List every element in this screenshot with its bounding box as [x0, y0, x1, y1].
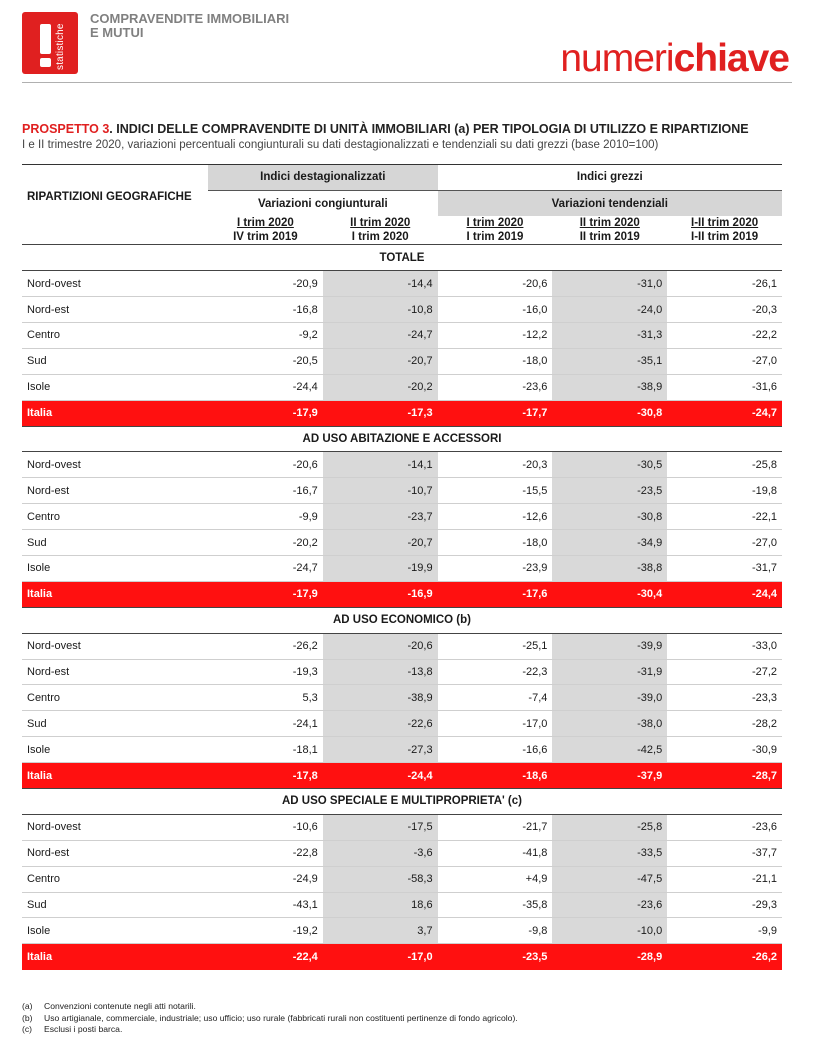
value-cell: 5,3 [208, 685, 323, 711]
value-cell: -24,0 [552, 297, 667, 323]
value-cell: -33,0 [667, 633, 782, 659]
region-name: Centro [22, 504, 208, 530]
region-name: Italia [22, 944, 208, 970]
value-cell: -30,5 [552, 452, 667, 478]
value-cell: -17,8 [208, 763, 323, 789]
value-cell: -20,7 [323, 348, 438, 374]
sub-header-congiunturali: Variazioni congiunturali [208, 190, 438, 216]
period-line2: IV trim 2019 [233, 231, 298, 244]
total-row [22, 763, 782, 789]
value-cell: -16,8 [208, 297, 323, 323]
value-cell: -26,1 [667, 271, 782, 297]
region-name: Nord-est [22, 659, 208, 685]
value-cell: -27,2 [667, 659, 782, 685]
table-row [22, 271, 782, 297]
value-cell: -9,2 [208, 322, 323, 348]
title-prefix: PROSPETTO 3 [22, 122, 110, 136]
logo-brand-text: statistiche [55, 23, 66, 70]
row-header-label: RIPARTIZIONI GEOGRAFICHE [22, 165, 208, 217]
region-name: Centro [22, 322, 208, 348]
value-cell: -21,1 [667, 866, 782, 892]
section-title: TOTALE [22, 245, 782, 271]
brand-right: chiave [673, 37, 789, 80]
value-cell: -34,9 [552, 530, 667, 556]
section-title-line1: COMPRAVENDITE IMMOBILIARI [90, 11, 290, 26]
value-cell: -19,8 [667, 478, 782, 504]
value-cell: -37,9 [552, 763, 667, 789]
region-name: Nord-ovest [22, 633, 208, 659]
numerichiave-brand [560, 38, 789, 80]
period-line2: I trim 2020 [351, 231, 409, 244]
value-cell: -20,7 [323, 530, 438, 556]
section-title: AD USO ECONOMICO (b) [22, 607, 782, 633]
value-cell: +4,9 [438, 866, 553, 892]
value-cell: -3,6 [323, 840, 438, 866]
period-header [208, 216, 323, 245]
table-row [22, 918, 782, 944]
value-cell: -23,9 [438, 555, 553, 581]
value-cell: -20,3 [438, 452, 553, 478]
period-line1: II trim 2020 [350, 217, 411, 230]
value-cell: -22,6 [323, 711, 438, 737]
value-cell: -31,3 [552, 322, 667, 348]
period-line1: I trim 2020 [236, 217, 294, 230]
value-cell: -21,7 [438, 814, 553, 840]
region-name: Nord-est [22, 478, 208, 504]
value-cell: -22,4 [208, 944, 323, 970]
value-cell: -30,8 [552, 504, 667, 530]
value-cell: -33,5 [552, 840, 667, 866]
period-header [323, 216, 438, 245]
footnote-tag: (b) [22, 1012, 33, 1023]
value-cell: -38,9 [323, 685, 438, 711]
value-cell: -17,6 [438, 581, 553, 607]
header-divider [22, 82, 792, 83]
value-cell: -27,0 [667, 530, 782, 556]
empty-header-cell [22, 216, 208, 245]
region-name: Nord-ovest [22, 452, 208, 478]
section-header-row [22, 788, 782, 814]
value-cell: -20,6 [323, 633, 438, 659]
value-cell: -24,1 [208, 711, 323, 737]
value-cell: -31,6 [667, 374, 782, 400]
region-name: Isole [22, 555, 208, 581]
value-cell: -17,7 [438, 400, 553, 426]
value-cell: -17,3 [323, 400, 438, 426]
footnote [22, 1024, 518, 1036]
region-name: Sud [22, 711, 208, 737]
value-cell: -27,0 [667, 348, 782, 374]
value-cell: -23,6 [438, 374, 553, 400]
section-title-line2: E MUTUI [90, 25, 144, 40]
sub-header-tendenziali: Variazioni tendenziali [438, 190, 782, 216]
value-cell: -25,8 [552, 814, 667, 840]
value-cell: -39,9 [552, 633, 667, 659]
region-name: Nord-ovest [22, 271, 208, 297]
region-name: Nord-ovest [22, 814, 208, 840]
section-header-row [22, 426, 782, 452]
total-row [22, 400, 782, 426]
value-cell: -35,8 [438, 892, 553, 918]
region-name: Centro [22, 866, 208, 892]
value-cell: -30,8 [552, 400, 667, 426]
footnote-tag: (a) [22, 1001, 33, 1011]
period-header [438, 216, 553, 245]
table-row [22, 866, 782, 892]
value-cell: -35,1 [552, 348, 667, 374]
value-cell: -23,5 [438, 944, 553, 970]
value-cell: -43,1 [208, 892, 323, 918]
region-name: Sud [22, 530, 208, 556]
value-cell: -22,3 [438, 659, 553, 685]
value-cell: -20,6 [438, 271, 553, 297]
table-row [22, 530, 782, 556]
period-line1: I-II trim 2020 [691, 217, 759, 230]
table-row [22, 892, 782, 918]
value-cell: -58,3 [323, 866, 438, 892]
region-name: Isole [22, 374, 208, 400]
value-cell: -18,0 [438, 530, 553, 556]
group-header-grezzi: Indici grezzi [438, 165, 782, 191]
value-cell: -16,6 [438, 737, 553, 763]
value-cell: -15,5 [438, 478, 553, 504]
region-name: Sud [22, 348, 208, 374]
footnote-text: Uso artigianale, commerciale, industriale; uso ufficio; uso rurale (fabbricati rurali non costituenti pertinenze di fondo agricolo). [44, 1012, 518, 1023]
table-row [22, 711, 782, 737]
value-cell: -28,9 [552, 944, 667, 970]
value-cell: -31,0 [552, 271, 667, 297]
exclamation-dot [40, 58, 51, 67]
section-title: AD USO SPECIALE E MULTIPROPRIETA' (c) [22, 788, 782, 814]
value-cell: -42,5 [552, 737, 667, 763]
value-cell: -17,0 [323, 944, 438, 970]
header-row-groups [22, 165, 782, 191]
value-cell: -24,7 [323, 322, 438, 348]
value-cell: -18,0 [438, 348, 553, 374]
period-line2: II trim 2019 [579, 231, 640, 244]
value-cell: -20,3 [667, 297, 782, 323]
table-row [22, 555, 782, 581]
value-cell: -9,9 [208, 504, 323, 530]
value-cell: -20,2 [208, 530, 323, 556]
value-cell: 3,7 [323, 918, 438, 944]
value-cell: -27,3 [323, 737, 438, 763]
header-row-periods [22, 216, 782, 245]
value-cell: -24,4 [323, 763, 438, 789]
table-row [22, 633, 782, 659]
total-row [22, 944, 782, 970]
value-cell: -24,7 [667, 400, 782, 426]
region-name: Nord-est [22, 840, 208, 866]
value-cell: -10,0 [552, 918, 667, 944]
region-name: Isole [22, 918, 208, 944]
footnote-tag: (c) [22, 1024, 33, 1034]
value-cell: -23,5 [552, 478, 667, 504]
period-header [667, 216, 782, 245]
value-cell: -31,7 [667, 555, 782, 581]
footnote [22, 1013, 518, 1025]
section-header-row [22, 607, 782, 633]
value-cell: -9,9 [667, 918, 782, 944]
region-name: Italia [22, 763, 208, 789]
title-text: . INDICI DELLE COMPRAVENDITE DI UNITÀ IMMOBILIARI (a) PER TIPOLOGIA DI UTILIZZO E RIPARTIZIONE [109, 122, 749, 136]
value-cell: -22,1 [667, 504, 782, 530]
value-cell: -17,5 [323, 814, 438, 840]
table-row [22, 348, 782, 374]
table-row [22, 685, 782, 711]
value-cell: -17,9 [208, 581, 323, 607]
table-row [22, 322, 782, 348]
value-cell: -12,2 [438, 322, 553, 348]
value-cell: -25,1 [438, 633, 553, 659]
region-name: Italia [22, 400, 208, 426]
value-cell: -23,3 [667, 685, 782, 711]
table-row [22, 297, 782, 323]
table-subtitle: I e II trimestre 2020, variazioni percentuali congiunturali su dati destagionalizzati e tendenziali su dati grezzi (base 2010=100) [22, 139, 659, 151]
value-cell: 18,6 [323, 892, 438, 918]
value-cell: -30,9 [667, 737, 782, 763]
value-cell: -16,0 [438, 297, 553, 323]
value-cell: -9,8 [438, 918, 553, 944]
value-cell: -17,9 [208, 400, 323, 426]
table-row [22, 840, 782, 866]
period-header [552, 216, 667, 245]
value-cell: -29,3 [667, 892, 782, 918]
value-cell: -39,0 [552, 685, 667, 711]
value-cell: -38,9 [552, 374, 667, 400]
value-cell: -24,4 [208, 374, 323, 400]
value-cell: -20,2 [323, 374, 438, 400]
table-row [22, 374, 782, 400]
value-cell: -38,0 [552, 711, 667, 737]
region-name: Centro [22, 685, 208, 711]
table-row [22, 504, 782, 530]
value-cell: -24,4 [667, 581, 782, 607]
value-cell: -10,6 [208, 814, 323, 840]
value-cell: -18,1 [208, 737, 323, 763]
value-cell: -24,7 [208, 555, 323, 581]
group-header-destag: Indici destagionalizzati [208, 165, 438, 191]
table-row [22, 659, 782, 685]
value-cell: -38,8 [552, 555, 667, 581]
section-title: AD USO ABITAZIONE E ACCESSORI [22, 426, 782, 452]
section-header-row [22, 245, 782, 271]
value-cell: -25,8 [667, 452, 782, 478]
period-line2: I-II trim 2019 [691, 231, 759, 244]
value-cell: -37,7 [667, 840, 782, 866]
value-cell: -18,6 [438, 763, 553, 789]
table-title [22, 122, 802, 136]
value-cell: -26,2 [667, 944, 782, 970]
value-cell: -14,1 [323, 452, 438, 478]
value-cell: -13,8 [323, 659, 438, 685]
value-cell: -10,8 [323, 297, 438, 323]
footnotes [22, 1001, 518, 1036]
table-row [22, 478, 782, 504]
value-cell: -20,9 [208, 271, 323, 297]
period-line2: I trim 2019 [466, 231, 524, 244]
period-line1: II trim 2020 [579, 217, 640, 230]
value-cell: -28,7 [667, 763, 782, 789]
value-cell: -16,7 [208, 478, 323, 504]
istat-logo [22, 12, 78, 74]
table-row [22, 737, 782, 763]
value-cell: -19,3 [208, 659, 323, 685]
value-cell: -17,0 [438, 711, 553, 737]
value-cell: -47,5 [552, 866, 667, 892]
value-cell: -30,4 [552, 581, 667, 607]
value-cell: -23,6 [667, 814, 782, 840]
region-name: Sud [22, 892, 208, 918]
region-name: Isole [22, 737, 208, 763]
footnote-text: Convenzioni contenute negli atti notarili. [44, 1001, 196, 1011]
data-table [22, 164, 782, 970]
footnote [22, 1001, 518, 1013]
value-cell: -26,2 [208, 633, 323, 659]
table-row [22, 814, 782, 840]
value-cell: -19,2 [208, 918, 323, 944]
value-cell: -24,9 [208, 866, 323, 892]
value-cell: -31,9 [552, 659, 667, 685]
value-cell: -28,2 [667, 711, 782, 737]
value-cell: -23,6 [552, 892, 667, 918]
value-cell: -12,6 [438, 504, 553, 530]
value-cell: -10,7 [323, 478, 438, 504]
value-cell: -19,9 [323, 555, 438, 581]
value-cell: -41,8 [438, 840, 553, 866]
value-cell: -20,6 [208, 452, 323, 478]
value-cell: -7,4 [438, 685, 553, 711]
value-cell: -22,8 [208, 840, 323, 866]
value-cell: -23,7 [323, 504, 438, 530]
period-line1: I trim 2020 [466, 217, 524, 230]
region-name: Italia [22, 581, 208, 607]
region-name: Nord-est [22, 297, 208, 323]
total-row [22, 581, 782, 607]
value-cell: -20,5 [208, 348, 323, 374]
value-cell: -16,9 [323, 581, 438, 607]
section-title [90, 12, 340, 40]
value-cell: -22,2 [667, 322, 782, 348]
exclamation-icon [40, 24, 51, 54]
footnote-text: Esclusi i posti barca. [44, 1024, 123, 1034]
brand-left: numeri [560, 37, 674, 80]
table-row [22, 452, 782, 478]
value-cell: -14,4 [323, 271, 438, 297]
page-header [0, 0, 813, 90]
